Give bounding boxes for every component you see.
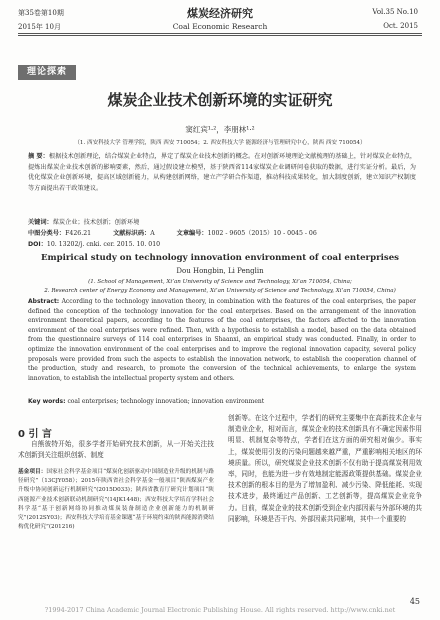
- paper-title-en: Empirical study on technology innovation environment of coal enterprises: [40, 253, 400, 263]
- abstract-cn: [28, 152, 416, 194]
- authors: 窦红宾¹·²，李朋林¹·²: [185, 125, 255, 134]
- fund-footnote: [18, 468, 214, 532]
- clc-label: 中图分类号：: [28, 230, 66, 237]
- header-rule-thin: [18, 35, 422, 36]
- keywords-cn-label: 关键词：: [28, 219, 53, 226]
- keywords-en-label: Key words:: [28, 398, 66, 405]
- article-no-value: 1002 - 9605（2015）10 - 0045 - 06: [207, 230, 317, 237]
- doc-code-label: 文献标识码：: [113, 230, 151, 237]
- doc-code-value: A: [150, 230, 155, 237]
- affiliation-en-2: 2. Research center of Energy Economy and Management, Xi’an University of Science and Technology, Xi’an 710054, China): [44, 288, 396, 294]
- paper-title: 煤炭企业技术创新环境的实证研究: [107, 91, 333, 109]
- header-rule: [18, 33, 422, 34]
- classification-line: [28, 229, 416, 240]
- date-label: 2015年 10月: [18, 23, 61, 31]
- affiliation: （1. 西安科技大学 管理学院，陕西 西安 710054；2. 西安科技大学 能源经济与管理研究中心，陕西 西安 710054）: [74, 140, 366, 146]
- keywords-cn-text: 煤炭企业；技术创新；创新环境: [52, 219, 140, 226]
- clc-value: F426.21: [65, 230, 92, 237]
- volume-label: Vol.35 No.10: [372, 8, 418, 16]
- doi-label: DOI：: [28, 241, 47, 248]
- abstract-cn-text: 根据技术创新理论，结合煤炭企业特点，界定了煤炭企业技术创新的概念。在对创新环境理论文献梳理的基础上，针对煤炭企业特点，提炼出煤炭企业技术创新的影响要素，然后，通过假设建立模型，基于陕西省114家煤炭企业调研问卷获取的数据，进行实证分析。最后，为优化煤炭企业创新环境，提高区域创新能力，从构建创新网络，建立产学研合作渠道，推动科技成果转化，加大制度创新，建立知识产权制度等方面提出若干政策建议。: [28, 153, 417, 192]
- keywords-cn: [28, 218, 416, 229]
- fund-text: 国家社会科学基金项目“煤炭化创新驱动中国制造业升级的机制与路径研究”（13CJY058）；2015年陕西省社会科学基金一般项目“陕西煤炭产业升级中协同创新运行机制研究”(2015D033)；陕西省教育厅研究计划项目“陕西能源产业技术创新联动机制研究”(14JK1448)；西安科技大学培育学科社会科学基“基于创新网络协同推动煤炭装备制造企业创新能力的机制研究”(2012SY03)；西安科技大学培育基金课题“基于环境约束的陕西能源消费结构优化研究”(201216): [18, 469, 214, 531]
- section-heading-intro: 0 引 言: [18, 429, 52, 440]
- abstract-en-text: According to the technology innovation theory, in combination with the features of the coal enterprises, the paper defined the conception of the technology innovation for the coal enterprises. Based on the arrangement of the innovation environment theoretical papers, according to the features of the coal enterprises, the factors affected to the innovation environment of the coal enterprises were refined. Then, with a hypothesis to establish a model, based on the data obtained from the questionnaire surveys of 114 coal enterprises in Shaanxi, an empirical study was conducted. Finally, in order to optimize the innovation environment of the coal enterprises and to improve the regional innovation capacity, several policy proposals were provided from such the aspects to establish the innovation network, to establish the cooperation channel of the production, study and research, to promote the conversion of the technical achievements, to enlarge the system innovation, to establish the intellectual property system and others.: [28, 298, 416, 382]
- journal-title: 煤炭经济研究: [187, 7, 253, 20]
- abstract-en: [28, 297, 416, 383]
- abstract-en-label: Abstract:: [28, 298, 60, 305]
- doi-line: [28, 240, 416, 251]
- authors-en: Dou Hongbin, Li Penglin: [176, 267, 264, 275]
- issue-label: 第35卷第10期: [18, 9, 64, 17]
- copyright-notice: ?1994-2017 China Academic Journal Electronic Publishing House. All rights reserved. http://www.cnki.net: [44, 606, 396, 614]
- page-number: 45: [409, 597, 420, 606]
- doi-value: 10. 13202/j. cnki. cer. 2015. 10. 010: [46, 241, 161, 248]
- keywords-en: [28, 397, 416, 408]
- intro-right-paragraph: 创新等。在这个过程中，学者们的研究主要集中在高新技术企业与制造业企业，相对而言，煤炭企业的技术创新具有不确定因素作用明显、机制复杂等特点，学者们在这方面的研究相对偏少。事实上，煤炭使用引发的污染问题越来越严重，严重影响相关地区的环境质量。所以，研究煤炭企业技术创新不仅有助于提高煤炭利用效率，同时，也能为进一步有效地制定能源政策提供基础。煤炭企业技术创新的根本目的是为了增加盈利、减少污染、降低能耗、实现技术进步，最终通过产品创新、工艺创新等，提高煤炭企业竞争力。目前，煤炭企业的技术创新受到企业内部因素与外部环境的共同影响，环境是否干内、外部因素共同影响，其中一个重要的: [228, 414, 422, 523]
- affiliation-en-1: (1. School of Management, Xi’an University of Science and Technology, Xi’an 710054, China;: [88, 279, 352, 285]
- keywords-en-text: coal enterprises; technology innovation; innovation environment: [67, 398, 265, 405]
- fund-label: 基金项目：: [18, 469, 47, 475]
- journal-title-en: Coal Economic Research: [172, 22, 268, 31]
- abstract-cn-label: 摘 要：: [28, 153, 49, 160]
- article-no-label: 文章编号：: [176, 230, 208, 237]
- date-label-en: Oct. 2015: [383, 22, 418, 30]
- section-tag: 理论探索: [18, 65, 76, 80]
- intro-left-paragraph: 自熊彼特开始，很多学者开始研究技术创新，从一开始关注技术创新到关注组织创新、制度: [18, 440, 214, 460]
